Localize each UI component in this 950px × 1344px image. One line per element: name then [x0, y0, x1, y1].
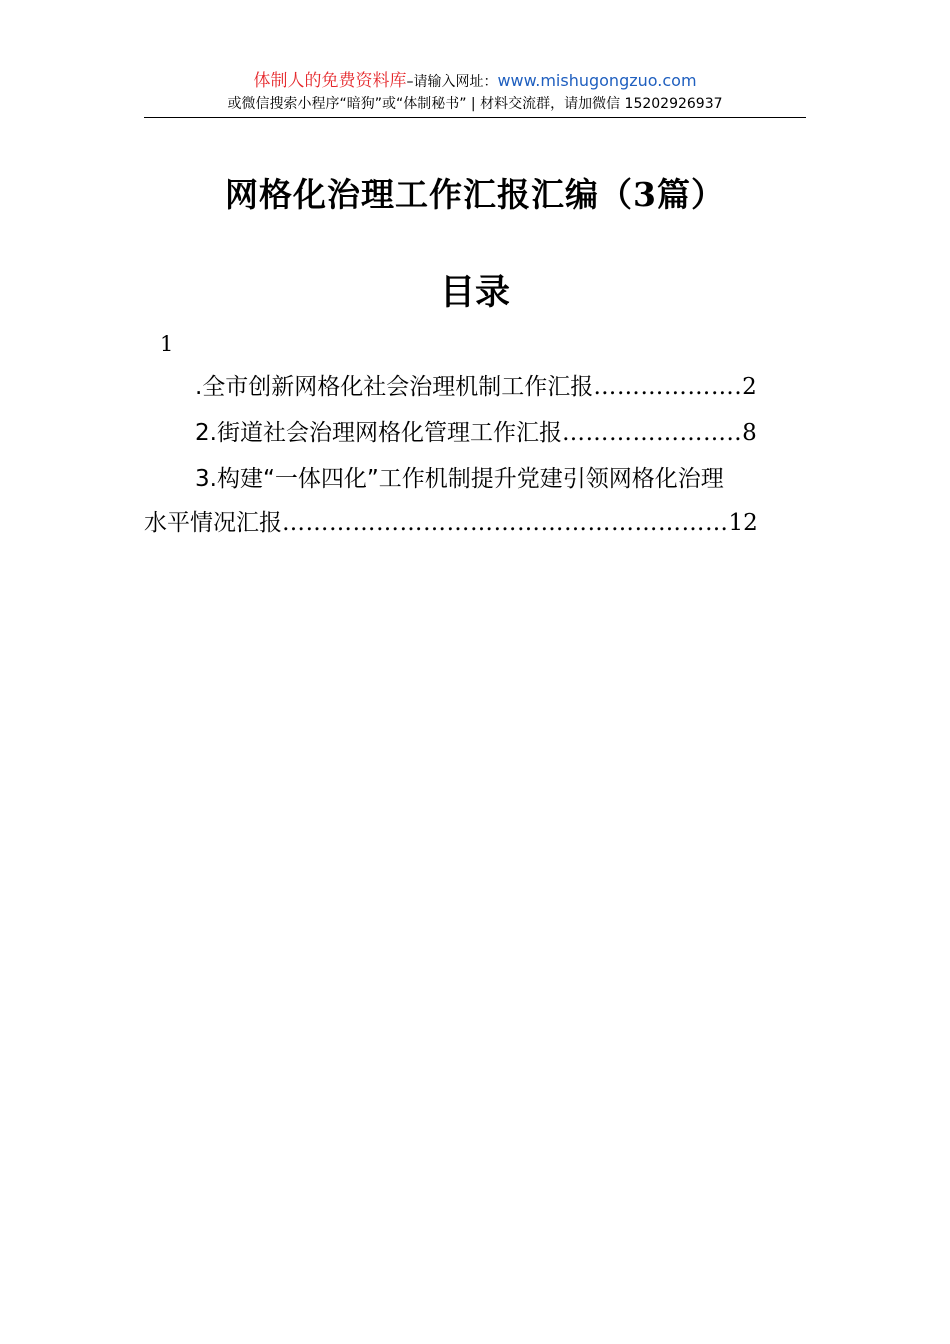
- toc-entry-3-line-1[interactable]: [195, 462, 724, 496]
- toc-entry-3-page: 12: [728, 510, 758, 536]
- toc-entry-3-title-line-1: 3.构建“一体四化”工作机制提升党建引领网格化治理: [195, 466, 724, 492]
- header-line-1: [144, 70, 806, 93]
- header-divider: [144, 117, 806, 118]
- toc-entry-1-leader: ……………….: [593, 374, 743, 400]
- toc-entry-1[interactable]: [195, 370, 757, 404]
- toc-entry-3-title-line-2: 水平情况汇报: [144, 510, 282, 536]
- toc-entry-2[interactable]: [195, 416, 757, 450]
- toc-entry-3-line-2[interactable]: [144, 506, 758, 540]
- toc-entry-1-page: 2: [742, 374, 757, 400]
- toc-heading: 目录: [439, 272, 510, 313]
- toc-entry-1-title: .全市创新网格化社会治理机制工作汇报: [195, 374, 594, 400]
- header-prompt: –请输入网址：: [406, 74, 498, 90]
- toc-number-prefix: 1: [160, 332, 174, 356]
- document-title: 网格化治理工作汇报汇编（3篇）: [225, 175, 725, 214]
- header-brand: 体制人的免费资料库: [253, 71, 407, 91]
- toc-entry-2-leader: …………………..: [561, 420, 743, 446]
- header-url-link[interactable]: www.mishugongzuo.com: [497, 71, 697, 90]
- toc-entry-2-page: 8: [742, 420, 757, 446]
- toc-entry-2-title: 2.街道社会治理网格化管理工作汇报: [195, 420, 562, 446]
- toc-entry-3-leader: …………………………………………………: [282, 510, 729, 536]
- header-line-2: 或微信搜索小程序“暗狗”或“体制秘书” | 材料交流群，请加微信 15202926937: [227, 96, 723, 112]
- page-header: [144, 70, 806, 115]
